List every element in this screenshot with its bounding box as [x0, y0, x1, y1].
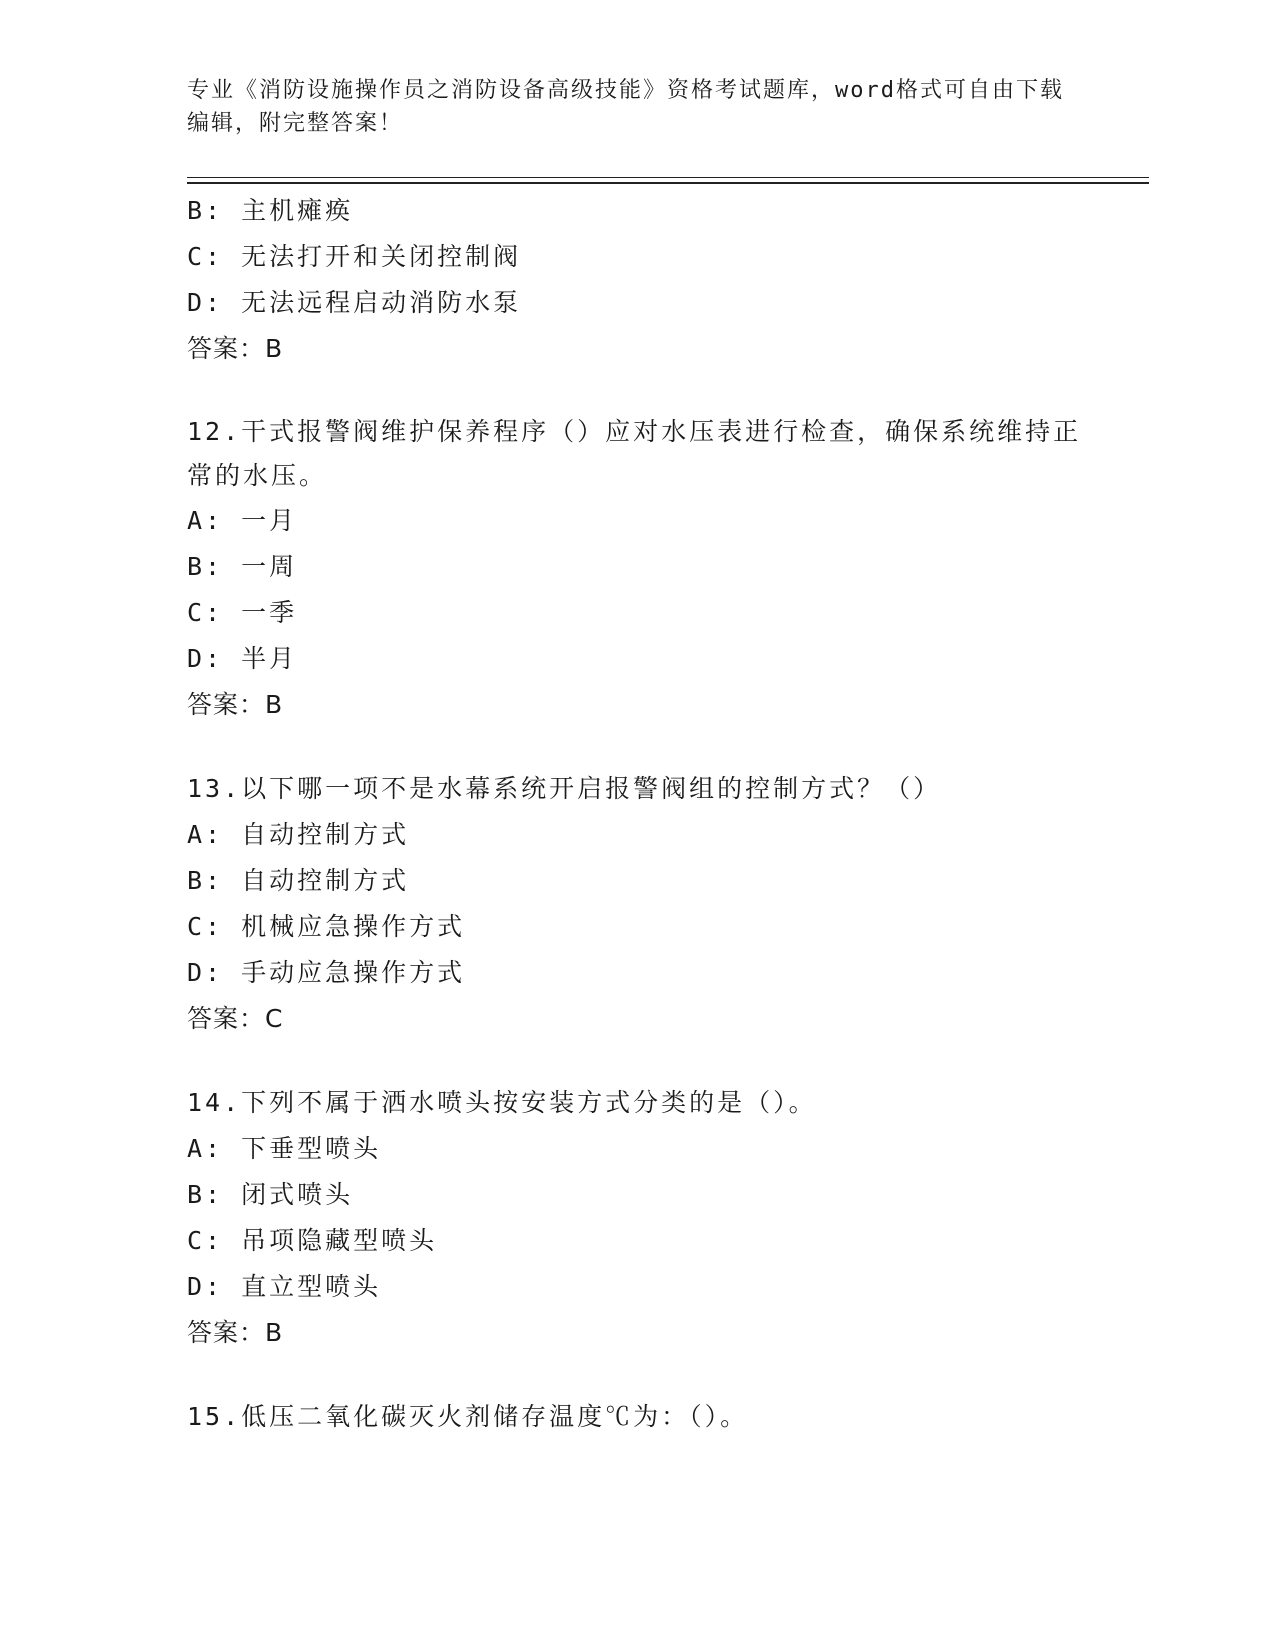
option-a: A: 下垂型喷头 — [187, 1134, 382, 1163]
option-a: A: 一月 — [187, 506, 298, 535]
question-text: 13.以下哪一项不是水幕系统开启报警阀组的控制方式？（） — [187, 774, 942, 803]
header-rule-thick — [187, 182, 1149, 184]
answer: 答案：B — [187, 690, 284, 719]
document-header: 专业《消防设施操作员之消防设备高级技能》资格考试题库，word格式可自由下载编辑，附完整答案！ — [187, 78, 1064, 136]
answer: 答案：B — [187, 1318, 284, 1347]
option-d: D: 直立型喷头 — [187, 1272, 382, 1301]
answer: 答案：B — [187, 334, 284, 363]
option-b: B: 主机瘫痪 — [187, 196, 354, 225]
question-13 — [187, 766, 1087, 1042]
option-b: B: 闭式喷头 — [187, 1180, 354, 1209]
option-d: D: 无法远程启动消防水泵 — [187, 288, 522, 317]
question-text: 14.下列不属于洒水喷头按安装方式分类的是（）。 — [187, 1088, 817, 1117]
option-c: C: 吊项隐藏型喷头 — [187, 1226, 438, 1255]
option-c: C: 无法打开和关闭控制阀 — [187, 242, 522, 271]
option-d: D: 手动应急操作方式 — [187, 958, 466, 987]
spacer — [187, 1356, 1087, 1394]
question-15 — [187, 1394, 1087, 1440]
spacer — [187, 728, 1087, 766]
spacer — [187, 1042, 1087, 1080]
option-c: C: 机械应急操作方式 — [187, 912, 466, 941]
option-a: A: 自动控制方式 — [187, 820, 410, 849]
option-b: B: 一周 — [187, 552, 298, 581]
question-14 — [187, 1080, 1087, 1356]
option-c: C: 一季 — [187, 598, 298, 627]
option-d: D: 半月 — [187, 644, 298, 673]
spacer — [187, 372, 1087, 410]
question-11 — [187, 188, 1087, 372]
option-b: B: 自动控制方式 — [187, 866, 410, 895]
answer: 答案：C — [187, 1004, 284, 1033]
header-rule-thin — [187, 177, 1149, 178]
question-text: 12.干式报警阀维护保养程序（）应对水压表进行检查，确保系统维持正常的水压。 — [187, 417, 1082, 490]
question-12 — [187, 410, 1087, 728]
question-list — [187, 188, 1087, 1440]
question-text: 15.低压二氧化碳灭火剂储存温度℃为：（）。 — [187, 1402, 749, 1431]
